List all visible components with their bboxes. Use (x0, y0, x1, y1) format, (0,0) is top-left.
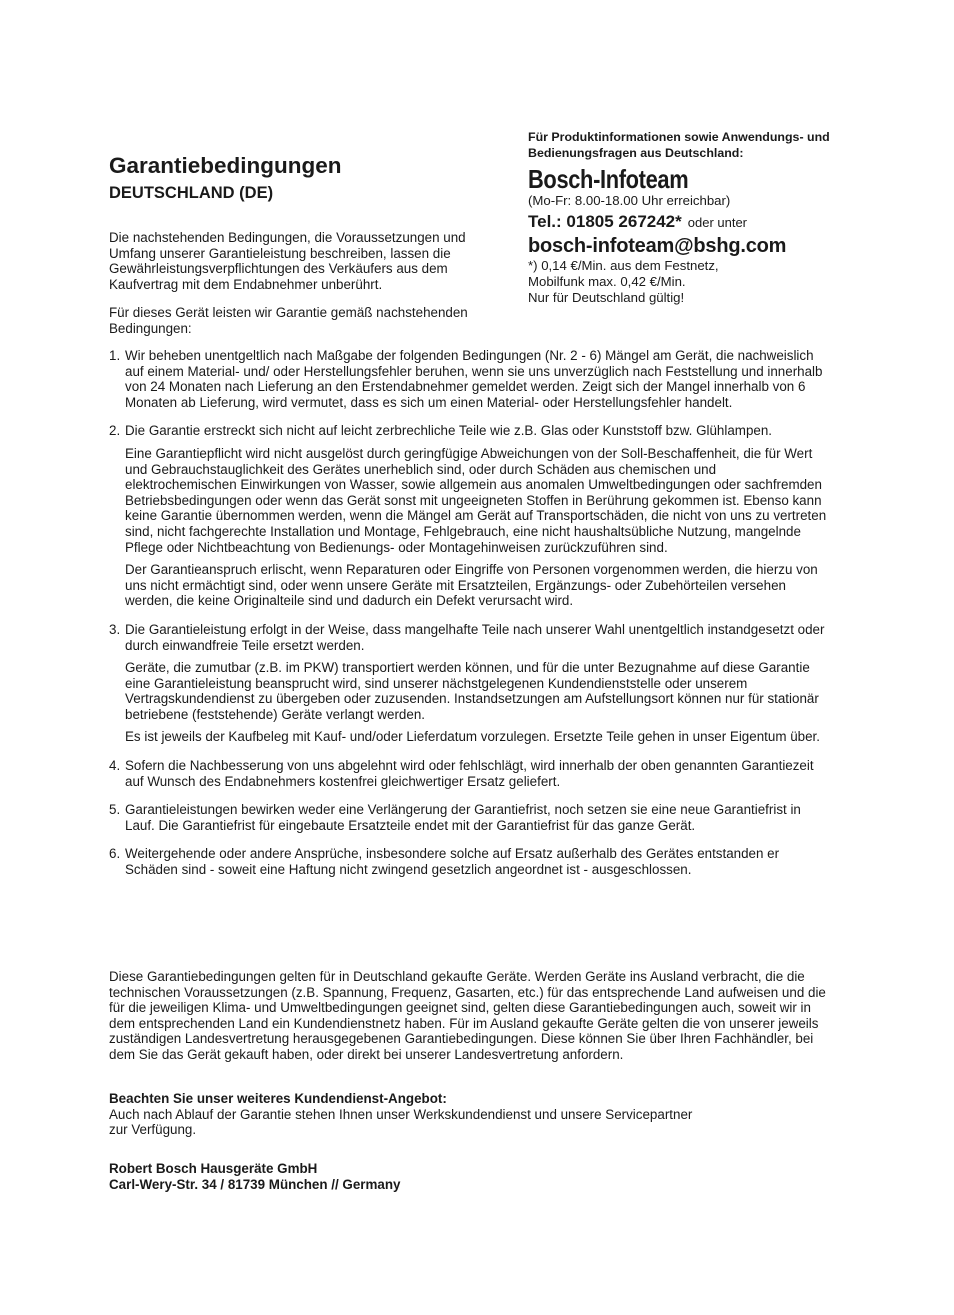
phone-number[interactable]: Tel.: 01805 267242* (528, 212, 682, 231)
condition-paragraph: Es ist jeweils der Kaufbeleg mit Kauf- und/oder Lieferdatum vorzulegen. Ersetzte Teile gehen in unser Eigentum über. (125, 729, 820, 745)
footnote-line: Mobilfunk max. 0,42 €/Min. (528, 274, 686, 289)
service-section (109, 1091, 829, 1138)
service-text: Auch nach Ablauf der Garantie stehen Ihnen unser Werkskundendienst und unsere Servicepartner (109, 1106, 693, 1122)
condition-item (109, 423, 829, 609)
footnote-line: Nur für Deutschland gültig! (528, 290, 685, 305)
pricing-footnote (528, 258, 788, 306)
condition-paragraph: Garantieleistungen bewirken weder eine Verlängerung der Garantiefrist, noch setzen sie eine neue Garantiefrist in Lauf. Die Garantiefrist für eingebaute Ersatzteile endet mit der Garantiefrist für das ganze Gerät. (125, 802, 801, 833)
condition-number: 5. (109, 802, 121, 818)
brand-name: Bosch-Infoteam (528, 164, 689, 194)
service-heading: Beachten Sie unser weiteres Kundendienst-Angebot: (109, 1091, 447, 1106)
condition-paragraph: Sofern die Nachbesserung von uns abgelehnt wird oder fehlschlägt, wird innerhalb der oben genannten Garantiezeit auf Wunsch des Endabnehmers kostenfrei gleichwertiger Ersatz geliefert. (125, 758, 814, 789)
conditions-list (109, 348, 829, 878)
intro-paragraph: Für dieses Gerät leisten wir Garantie gemäß nachstehenden Bedingungen: (109, 305, 468, 336)
condition-number: 4. (109, 758, 121, 774)
company-block (109, 1161, 401, 1192)
condition-paragraph: Wir beheben unentgeltlich nach Maßgabe der folgenden Bedingungen (Nr. 2 - 6) Mängel am Gerät, die nachweislich auf einem Material- und/ oder Herstellungsfehler beruhen, wenn sie uns unverzüglich nach Feststellung und innerhalb von 24 Monaten nach Lieferung an den Erstendabnehmer gemeldet werden. Zeigt sich der Mangel innerhalb von 6 Monaten ab Lieferung, wird vermutet, dass es sich um einen Material- oder Herstellungsfehler handelt. (125, 348, 823, 410)
condition-paragraph: Die Garantieleistung erfolgt in der Weise, dass mangelhafte Teile nach unserer Wahl unentgeltlich instandgesetzt oder durch einwandfreie Teile ersetzt werden. (125, 621, 825, 653)
condition-item (109, 846, 829, 877)
intro-paragraph: Die nachstehenden Bedingungen, die Voraussetzungen und Umfang unserer Garantieleistung beschreiben, lassen die Gewährleistungsverpflichtungen des Verkäufers aus dem Kaufvertrag mit dem Endabnehmer unberührt. (109, 230, 466, 292)
condition-number: 1. (109, 348, 121, 363)
condition-paragraph: Eine Garantiepflicht wird nicht ausgelöst durch geringfügige Abweichungen von der Soll-Beschaffenheit, die für Wert und Gebrauchstauglichkeit des Gerätes unerheblich sind, oder durch Schäden aus chemischen und elektrochemischen Einwirkungen von Wasser, sowie allgemein aus anomalen Umweltbedingungen oder sachfremden Betriebsbedingungen oder wenn das Gerät sonst mit ungeeigneten Stoffen in Berührung gekommen ist. Ebenso kann keine Garantie übernommen werden, wenn die Mängel am Gerät auf Transportschäden, die nicht von uns zu vertreten sind, nicht fachgerechte Installation und Montage, Fehlgebrauch, eine nicht haushaltsübliche Nutzung, mangelnde Pflege oder Nichtbeachtung von Bedienungs- oder Montagehinweisen zurückzuführen sind. (125, 445, 827, 555)
condition-paragraph: Geräte, die zumutbar (z.B. im PKW) transportiert werden können, und für die unter Bezugnahme auf diese Garantie eine Garantieleistung beansprucht wird, sind unserer nächstgelegenen Kundendienststelle oder unserem Vertragskundendienst zu übergeben oder zuzusenden. Instandsetzungen am Aufstellungsort können nur für stationär betriebene (feststehende) Geräte verlangt werden. (125, 660, 819, 722)
condition-item (109, 348, 829, 410)
footnote-line: *) 0,14 €/Min. aus dem Festnetz, (528, 258, 719, 273)
closing-paragraph: Diese Garantiebedingungen gelten für in Deutschland gekaufte Geräte. Werden Geräte ins Ausland verbracht, die die technischen Voraussetzungen (z.B. Spannung, Frequenz, Gasarten, etc.) für das entsprechende Land aufweisen und die für die jeweiligen Klima- und Umweltbedingungen geeignet sind, gelten diese Garantiebedingungen auch, soweit wir in dem entsprechenden Land ein Kundendienstnetz haben. Für im Ausland gekaufte Geräte gelten die von unserer jeweils zuständigen Landesvertretung herausgegebenen Garantiebedingungen. Diese können Sie über Ihren Fachhändler, bei dem Sie das Gerät gekauft haben, oder direkt bei unserer Landesvertretung anfordern. (109, 969, 826, 1062)
condition-item (109, 758, 829, 789)
page-subtitle: DEUTSCHLAND (DE) (109, 184, 274, 202)
page-title: Garantiebedingungen (109, 153, 342, 178)
condition-item (109, 802, 829, 833)
condition-number: 6. (109, 846, 121, 862)
service-text: zur Verfügung. (109, 1122, 197, 1138)
condition-paragraph: Weitergehende oder andere Ansprüche, insbesondere solche auf Ersatz außerhalb des Gerätes entstanden er Schäden sind - soweit eine Haftung nicht zwingend gesetzlich angeordnet ist - ausgeschlossen. (125, 846, 780, 878)
company-address: Carl-Wery-Str. 34 / 81739 München // Germany (109, 1176, 401, 1192)
condition-number: 3. (109, 621, 121, 637)
or-text: oder unter (687, 215, 748, 230)
condition-item (109, 622, 829, 745)
email-link[interactable]: bosch-infoteam@bshg.com (528, 235, 787, 257)
company-name: Robert Bosch Hausgeräte GmbH (109, 1161, 318, 1176)
infobox-heading: Für Produktinformationen sowie Anwendungs- und Bedienungsfragen aus Deutschland: (528, 130, 830, 160)
condition-paragraph: Die Garantie erstreckt sich nicht auf leicht zerbrechliche Teile wie z.B. Glas oder Kunststoff bzw. Glühlampen. (125, 423, 773, 439)
condition-number: 2. (109, 423, 121, 439)
phone-line (528, 211, 747, 234)
condition-paragraph: Der Garantieanspruch erlischt, wenn Reparaturen oder Eingriffe von Personen vorgenommen werden, die hierzu von uns nicht ermächtigt sind, oder wenn unsere Geräte mit Ersatzteilen, Ergänzungs- oder Zubehörteilen versehen werden, die keine Originalteile sind und dadurch ein Defekt verursacht wird. (125, 562, 818, 609)
service-hours: (Mo-Fr: 8.00-18.00 Uhr erreichbar) (528, 193, 731, 208)
